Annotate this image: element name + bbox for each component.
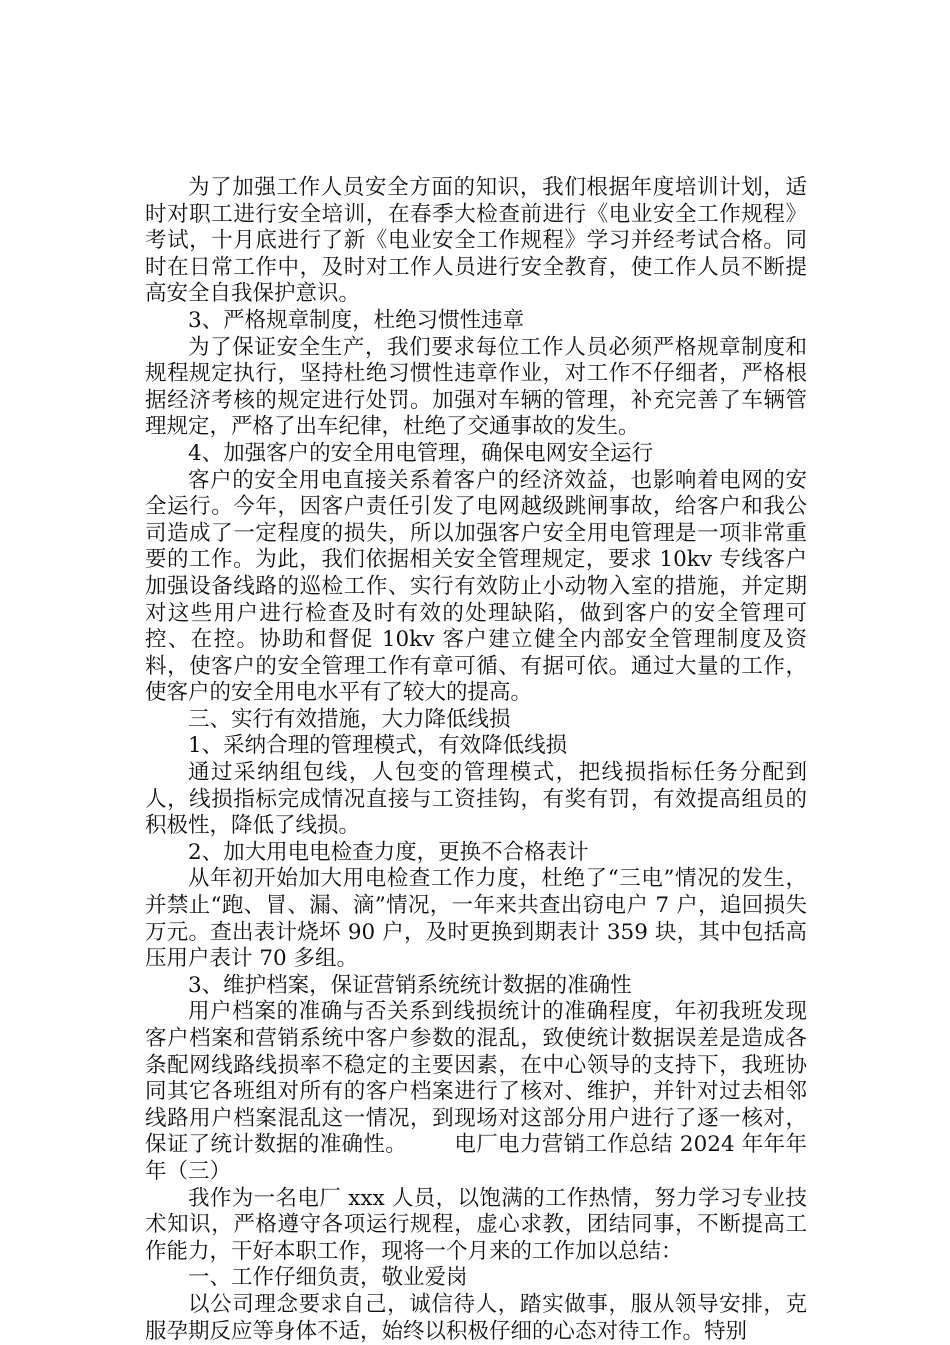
heading-diligence: 一、工作仔细负责，敬业爱岗 (188, 1265, 468, 1291)
heading-archives: 3、维护档案，保证营销系统统计数据的准确性 (188, 972, 632, 998)
document-page (145, 175, 807, 1345)
heading-inspection: 2、加大用电电检查力度，更换不合格表计 (188, 839, 589, 865)
paragraph-self-intro: 我作为一名电厂 xxx 人员，以饱满的工作热情，努力学习专业技术知识，严格遵守各项运行规程，虚心求教，团结同事，不断提高工作能力，干好本职工作，现将一个月来的工作加以总结： (145, 1185, 807, 1264)
paragraph-management-mode: 通过采纳组包线，人包变的管理模式，把线损指标任务分配到人，线损指标完成情况直接与工资挂钩，有奖有罚，有效提高组员的积极性，降低了线损。 (145, 760, 807, 839)
paragraph-safety-training: 为了加强工作人员安全方面的知识，我们根据年度培训计划，适时对职工进行安全培训，在春季大检查前进行《电业安全工作规程》考试，十月底进行了新《电业安全工作规程》学习并经考试合格。同时在日常工作中，及时对工作人员进行安全教育，使工作人员不断提高安全自我保护意识。 (145, 175, 807, 307)
heading-management-mode: 1、采纳合理的管理模式，有效降低线损 (188, 733, 568, 759)
paragraph-rules-enforcement: 为了保证安全生产，我们要求每位工作人员必须严格规章制度和规程规定执行，坚持杜绝习惯性违章作业，对工作不仔细者，严格根据经济考核的规定进行处罚。加强对车辆的管理，补充完善了车辆管理规定，严格了出车纪律，杜绝了交通事故的发生。 (145, 334, 807, 440)
section-title-summary-three: 电厂电力营销工作总结 2024 年年年年（三） (145, 1132, 807, 1184)
paragraph-inspection: 从年初开始加大用电检查工作力度，杜绝了“三电”情况的发生，并禁止“跑、冒、漏、滴”情况，一年来共查出窃电户 7 户，追回损失万元。查出表计烧坏 90 户，及时更换到期表计 359 块，其中包括高压用户表计 70 多组。 (145, 866, 807, 972)
heading-strict-rules: 3、严格规章制度，杜绝习惯性违章 (188, 307, 525, 333)
heading-reduce-line-loss: 三、实行有效措施，大力降低线损 (188, 706, 511, 732)
paragraph-archives-text: 用户档案的准确与否关系到线损统计的准确程度，年初我班发现客户档案和营销系统中客户参数的混乱，致使统计数据误差是造成各条配网线路线损率不稳定的主要因素，在中心领导的支持下，我班协同其它各班组对所有的客户档案进行了核对、维护，并针对过去相邻线路用户档案混乱这一情况，到现场对这部分用户进行了逐一核对，保证了统计数据的准确性。 (145, 999, 807, 1158)
paragraph-diligence: 以公司理念要求自己，诚信待人，踏实做事，服从领导安排，克服孕期反应等身体不适，始终以积极仔细的心态对待工作。特别 (145, 1291, 807, 1344)
heading-customer-safety: 4、加强客户的安全用电管理，确保电网安全运行 (188, 440, 654, 466)
paragraph-archives (145, 999, 807, 1185)
paragraph-customer-safety: 客户的安全用电直接关系着客户的经济效益，也影响着电网的安全运行。今年，因客户责任引发了电网越级跳闸事故，给客户和我公司造成了一定程度的损失，所以加强客户安全用电管理是一项非常重要的工作。为此，我们依据相关安全管理规定，要求 10kv 专线客户加强设备线路的巡检工作、实行有效防止小动物入室的措施，并定期对这些用户进行检查及时有效的处理缺陷，做到客户的安全管理可控、在控。协助和督促 10kv 客户建立健全内部安全管理制度及资料，使客户的安全管理工作有章可循、有据可依。通过大量的工作，使客户的安全用电水平有了较大的提高。 (145, 467, 807, 706)
